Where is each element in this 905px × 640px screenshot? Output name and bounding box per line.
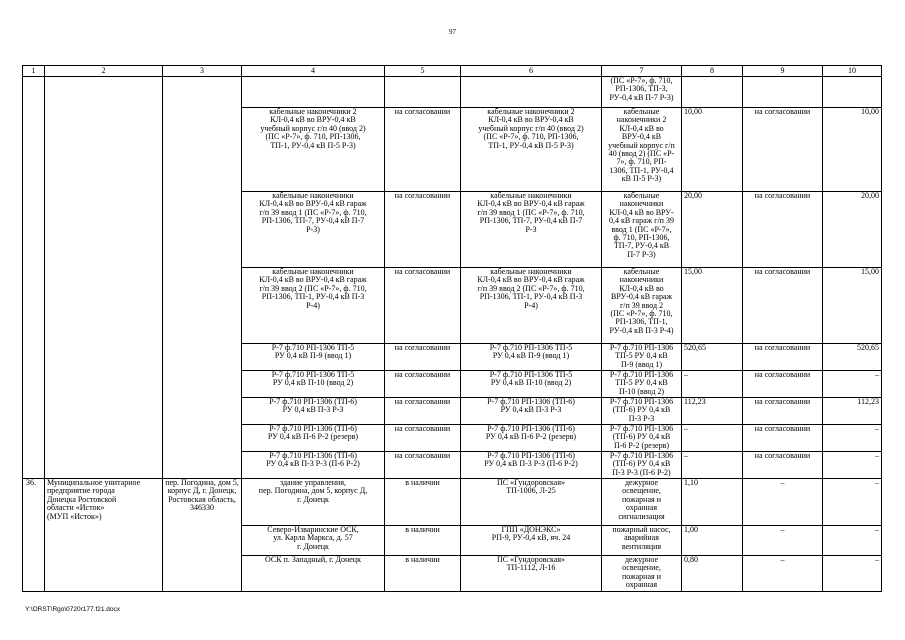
object-cell: Северо-Изваринские ОСК, ул. Карла Маркса, д. 57 г. Донецк [242,526,385,556]
source-cell: Р-7 ф.710 РП-1306 (ТП-6) РУ 0,4 кВ П-6 Р-2 (резерв) [461,425,602,452]
status-cell: в наличии [385,479,461,526]
value-cell: 112,23 [823,398,882,425]
load-cell: 10,00 [682,108,743,192]
category-cell: кабельные наконечники КЛ-0,4 кВ во ВРУ-0,4 кВ гараж г/п 39 ввод 2 (ПС «Р-7», ф. 710, РП-1306, ТП-1, РУ-0,4 кВ П-3 Р-4) [602,268,682,344]
value-cell: – [823,371,882,398]
header-cell: 6 [461,66,602,77]
category-cell: кабельные наконечники КЛ-0,4 кВ во ВРУ- 0,4 кВ гараж г/п 39 ввод 1 (ПС «Р-7», ф. 710, РП-1306, ТП-7, РУ-0,4 кВ П-7 Р-3) [602,192,682,268]
organization-cell [45,77,163,479]
source-cell: кабельные наконечники 2 КЛ-0,4 кВ во ВРУ-0,4 кВ учебный корпус г/п 40 (ввод 2) (ПС «Р-7», ф. 710, РП-1306, ТП-1, РУ-0,4 кВ П-5 Р-3) [461,108,602,192]
agreement-cell: – [743,479,823,526]
category-cell: (ПС «Р-7», ф. 710, РП-1306, ТП-3, РУ-0,4 кВ П-7 Р-3) [602,77,682,108]
status-cell: на согласовании [385,398,461,425]
value-cell: – [823,556,882,592]
load-cell: – [682,452,743,479]
agreement-cell: на согласовании [743,268,823,344]
category-cell: дежурное освещение, пожарная и охранная сигнализация [602,479,682,526]
category-cell: Р-7 ф.710 РП-1306 (ТП-6) РУ 0,4 кВ П-6 Р-2 (резерв) [602,425,682,452]
header-cell: 10 [823,66,882,77]
category-cell: кабельные наконечники 2 КЛ-0,4 кВ во ВРУ-0,4 кВ учебный корпус г/п 40 (ввод 2) (ПС «Р- 7», ф. 710, РП- 1306, ТП-1, РУ-0,4 кВ П-5 Р-3) [602,108,682,192]
value-cell: – [823,526,882,556]
category-cell: пожарный насос, аварийная вентиляция [602,526,682,556]
load-cell: 15,00 [682,268,743,344]
category-cell: Р-7 ф.710 РП-1306 (ТП-6) РУ 0,4 кВ П-3 Р-3 [602,398,682,425]
agreement-cell: – [743,526,823,556]
source-cell: ПС «Гундоровская» ТП-1006, Л-25 [461,479,602,526]
status-cell: на согласовании [385,108,461,192]
value-cell: 10,00 [823,108,882,192]
address-cell [163,77,242,479]
header-cell: 5 [385,66,461,77]
table-row [23,77,882,108]
object-cell: кабельные наконечники 2 КЛ-0,4 кВ во ВРУ-0,4 кВ учебный корпус г/п 40 (ввод 2) (ПС «Р-7», ф. 710, РП-1306, ТП-1, РУ-0,4 кВ П-5 Р-3) [242,108,385,192]
source-cell: кабельные наконечники КЛ-0,4 кВ во ВРУ-0,4 кВ гараж г/п 39 ввод 2 (ПС «Р-7», ф. 710, РП-1306, ТП-1, РУ-0,4 кВ П-3 Р-4) [461,268,602,344]
row-number-cell [23,77,45,479]
value-cell: – [823,479,882,526]
agreement-cell: на согласовании [743,425,823,452]
header-cell: 2 [45,66,163,77]
category-cell: Р-7 ф.710 РП-1306 ТП-5 РУ 0,4 кВ П-10 (ввод 2) [602,371,682,398]
status-cell: в наличии [385,526,461,556]
agreement-cell [743,77,823,108]
source-cell [461,77,602,108]
organization-cell: Муниципальное унитарное предприятие города Донецка Ростовской области «Исток» (МУП «Исток») [45,479,163,592]
object-cell: кабельные наконечники КЛ-0,4 кВ во ВРУ-0,4 кВ гараж г/п 39 ввод 2 (ПС «Р-7», ф. 710, РП-1306, ТП-1, РУ-0,4 кВ П-3 Р-4) [242,268,385,344]
load-cell: 1,10 [682,479,743,526]
object-cell: Р-7 ф.710 РП-1306 ТП-5 РУ 0,4 кВ П-9 (ввод 1) [242,344,385,371]
object-cell: ОСК п. Западный, г. Донецк [242,556,385,592]
source-cell: Р-7 ф.710 РП-1306 (ТП-6) РУ 0,4 кВ П-3 Р-3 [461,398,602,425]
header-cell: 4 [242,66,385,77]
load-cell: 112,23 [682,398,743,425]
category-cell: дежурное освещение, пожарная и охранная [602,556,682,592]
load-cell: 20,00 [682,192,743,268]
agreement-cell: на согласовании [743,192,823,268]
status-cell: на согласовании [385,192,461,268]
status-cell: на согласовании [385,452,461,479]
object-cell: Р-7 ф.710 РП-1306 (ТП-6) РУ 0,4 кВ П-6 Р-2 (резерв) [242,425,385,452]
header-cell: 9 [743,66,823,77]
agreement-cell: на согласовании [743,398,823,425]
header-cell: 3 [163,66,242,77]
category-cell: Р-7 ф.710 РП-1306 (ТП-6) РУ 0,4 кВ П-3 Р-3 (П-6 Р-2) [602,452,682,479]
load-cell [682,77,743,108]
agreement-cell: на согласовании [743,108,823,192]
object-cell [242,77,385,108]
source-cell: Р-7 ф.710 РП-1306 (ТП-6) РУ 0,4 кВ П-3 Р-3 (П-6 Р-2) [461,452,602,479]
status-cell: на согласовании [385,268,461,344]
source-cell: кабельные наконечники КЛ-0,4 кВ во ВРУ-0,4 кВ гараж г/п 39 ввод 1 (ПС «Р-7», ф. 710, РП-1306, ТП-7, РУ-0,4 кВ П-7 Р-3 [461,192,602,268]
header-cell: 8 [682,66,743,77]
object-cell: здание управления, пер. Погодина, дом 5, корпус Д, г. Донецк [242,479,385,526]
value-cell: 20,00 [823,192,882,268]
header-cell: 7 [602,66,682,77]
table-body [23,66,882,592]
load-cell: 520,65 [682,344,743,371]
header-cell: 1 [23,66,45,77]
agreement-cell: на согласовании [743,344,823,371]
table-row [23,479,882,526]
value-cell: – [823,452,882,479]
load-cell: 0,80 [682,556,743,592]
load-cell: 1,00 [682,526,743,556]
status-cell: на согласовании [385,344,461,371]
source-cell: ПС «Гундоровская» ТП-1112, Л-16 [461,556,602,592]
object-cell: Р-7 ф.710 РП-1306 ТП-5 РУ 0,4 кВ П-10 (ввод 2) [242,371,385,398]
document-table [22,65,882,592]
object-cell: Р-7 ф.710 РП-1306 (ТП-6) РУ 0,4 кВ П-3 Р-3 [242,398,385,425]
category-cell: Р-7 ф.710 РП-1306 ТП-5 РУ 0,4 кВ П-9 (ввод 1) [602,344,682,371]
object-cell: Р-7 ф.710 РП-1306 (ТП-6) РУ 0,4 кВ П-3 Р-3 (П-6 Р-2) [242,452,385,479]
value-cell [823,77,882,108]
address-cell: пер. Погодина, дом 5, корпус Д, г. Донецк, Ростовская область, 346330 [163,479,242,592]
status-cell: на согласовании [385,371,461,398]
header-row [23,66,882,77]
footer-file-path: Y:\ORST\Rgo\0720r177.f21.docx [25,606,121,613]
source-cell: ГПП «ДОНЭКС» РП-9, РУ-0,4 кВ, яч. 24 [461,526,602,556]
status-cell [385,77,461,108]
status-cell: в наличии [385,556,461,592]
agreement-cell: на согласовании [743,371,823,398]
status-cell: на согласовании [385,425,461,452]
value-cell: 520,65 [823,344,882,371]
load-cell: – [682,425,743,452]
agreement-cell: – [743,556,823,592]
page-number: 97 [449,28,456,36]
value-cell: 15,00 [823,268,882,344]
source-cell: Р-7 ф.710 РП-1306 ТП-5 РУ 0,4 кВ П-10 (ввод 2) [461,371,602,398]
row-number-cell: 36. [23,479,45,592]
load-cell: – [682,371,743,398]
source-cell: Р-7 ф.710 РП-1306 ТП-5 РУ 0,4 кВ П-9 (ввод 1) [461,344,602,371]
agreement-cell: на согласовании [743,452,823,479]
value-cell: – [823,425,882,452]
object-cell: кабельные наконечники КЛ-0,4 кВ во ВРУ-0,4 кВ гараж г/п 39 ввод 1 (ПС «Р-7», ф. 710, РП-1306, ТП-7, РУ-0,4 кВ П-7 Р-3) [242,192,385,268]
